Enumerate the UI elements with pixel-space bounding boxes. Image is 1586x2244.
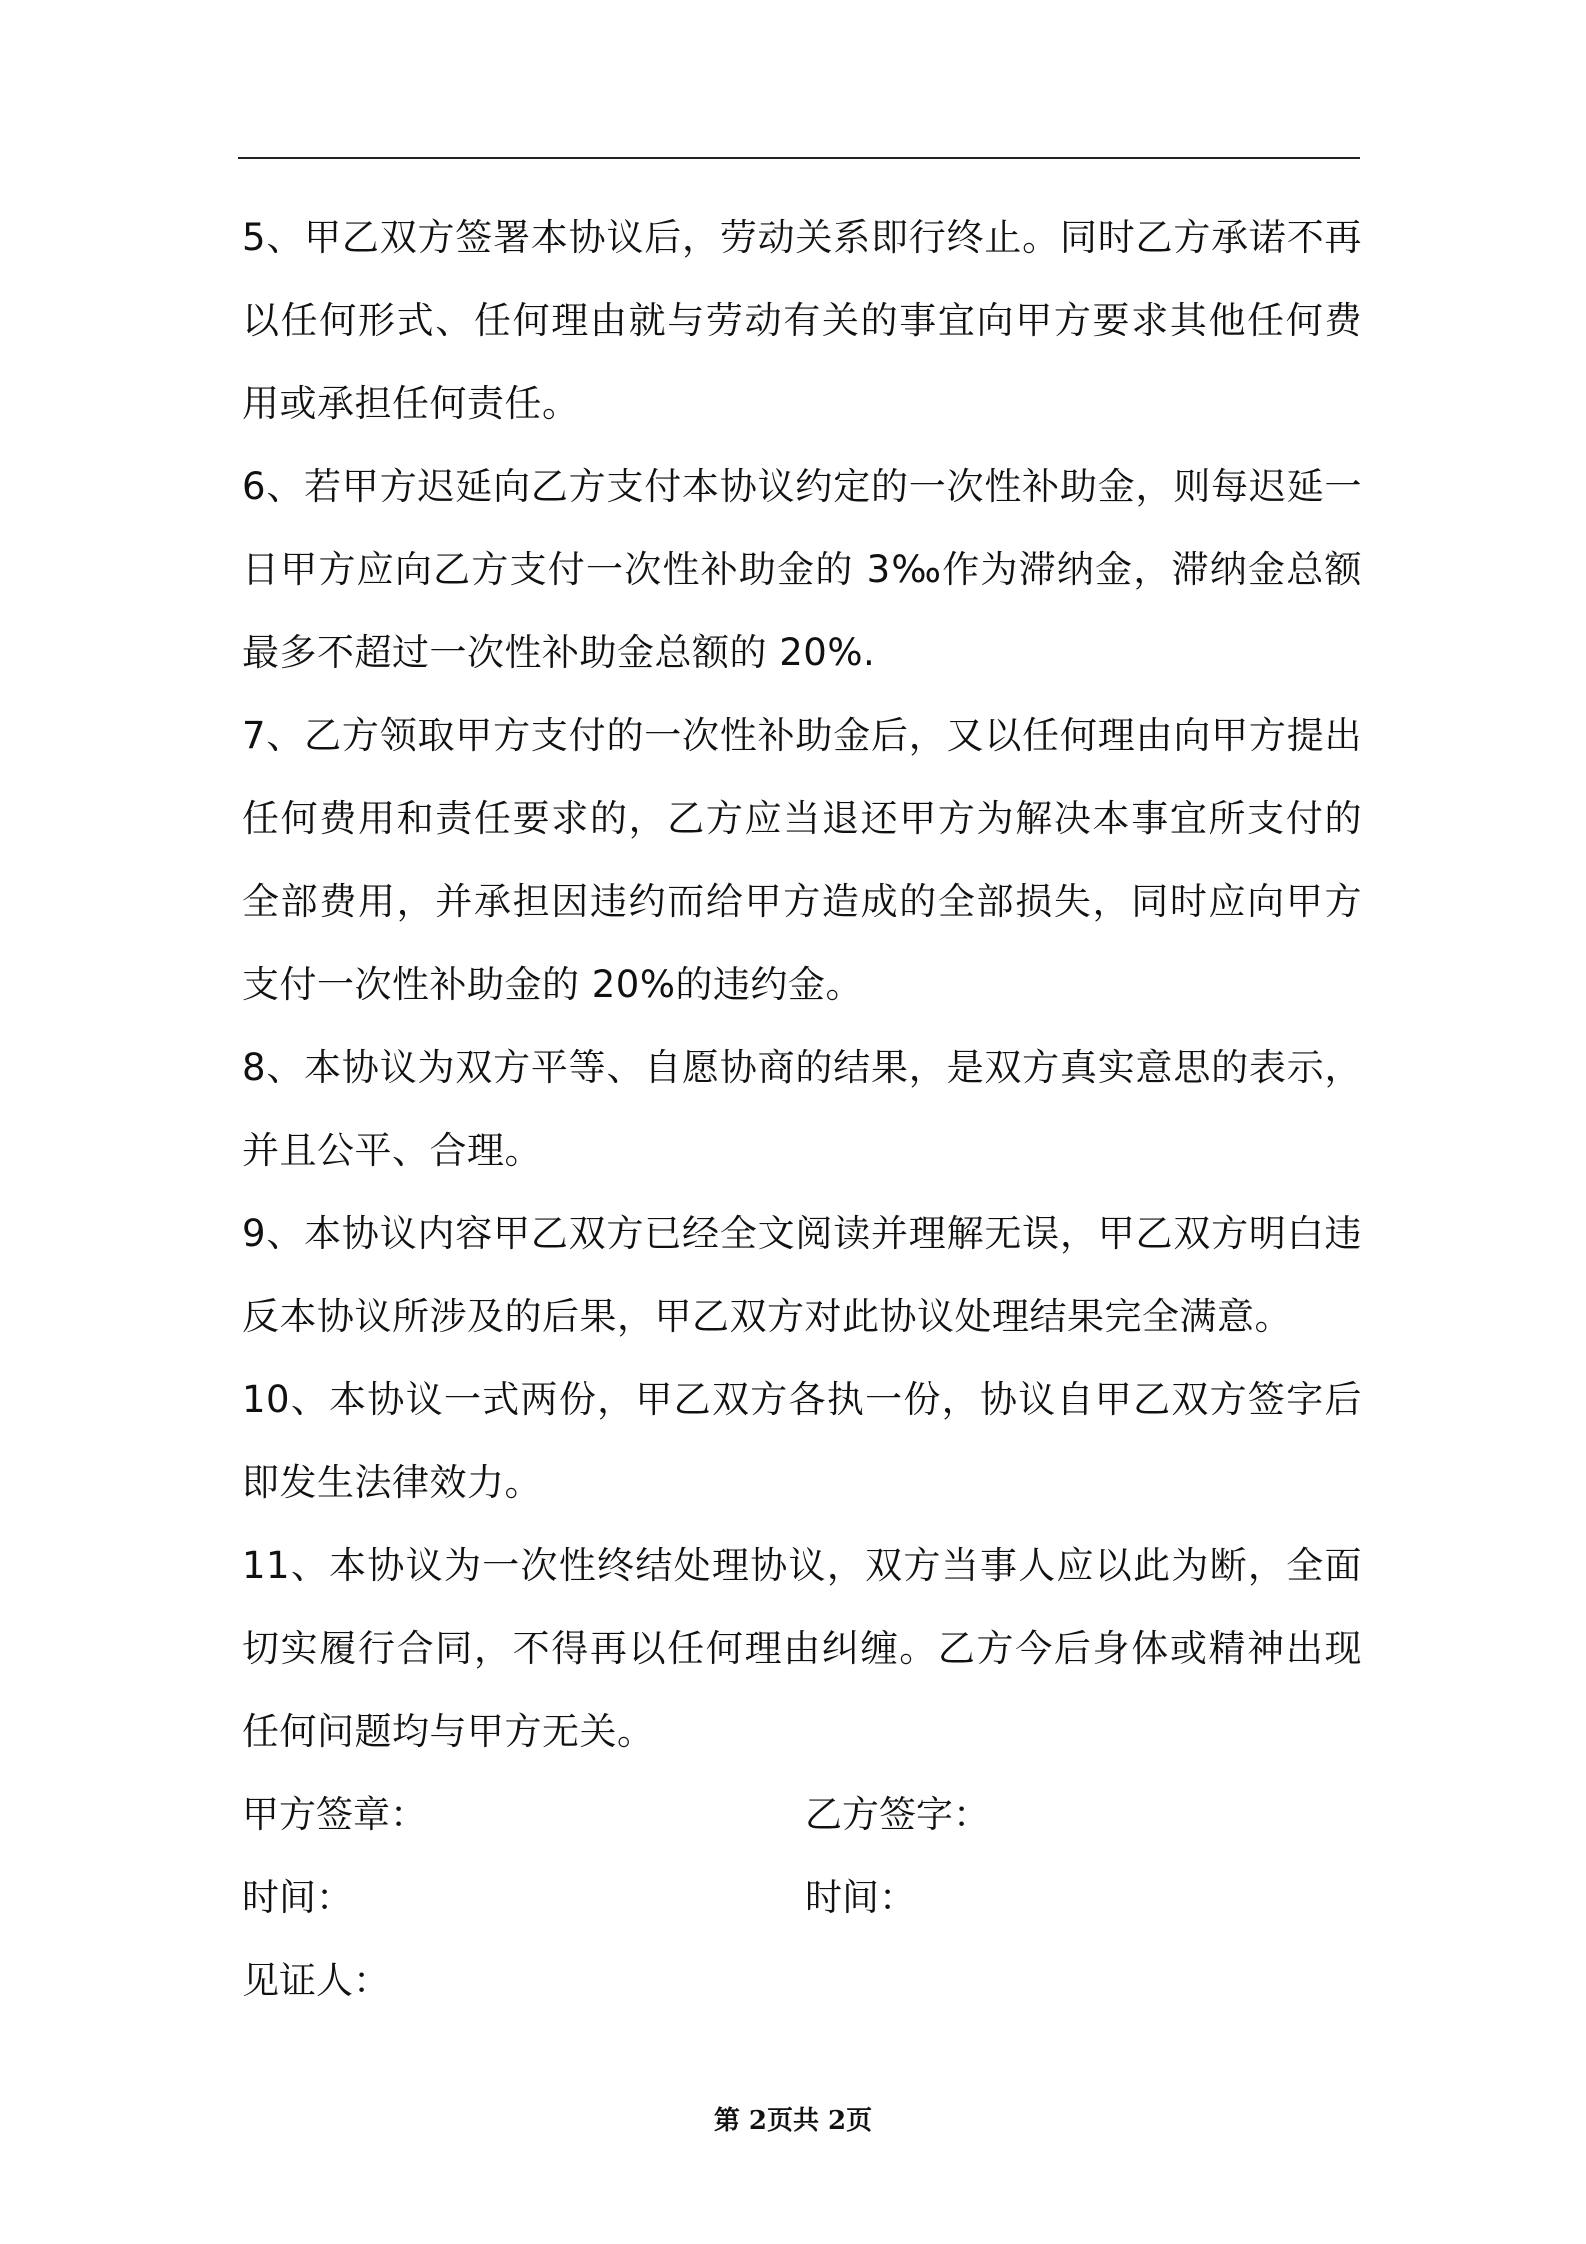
clause-10: 10、本协议一式两份，甲乙双方各执一份，协议自甲乙双方签字后即发生法律效力。 (242, 1378, 1362, 1504)
party-b-sign-label: 乙方签字： (805, 1793, 990, 1836)
clause-8: 8、本协议为双方平等、自愿协商的结果，是双方真实意思的表示，并且公平、合理。 (242, 1046, 1362, 1172)
clause-11: 11、本协议为一次性终结处理协议，双方当事人应以此为断，全面切实履行合同，不得再以任何理由纠缠。乙方今后身体或精神出现任何问题均与甲方无关。 (242, 1544, 1362, 1753)
header-rule (238, 157, 1360, 159)
page-number: 第 2页共 2页 (713, 2106, 873, 2136)
clause-9: 9、本协议内容甲乙双方已经全文阅读并理解无误，甲乙双方明白违反本协议所涉及的后果，甲乙双方对此协议处理结果完全满意。 (242, 1212, 1362, 1338)
party-b-time-label: 时间： (805, 1876, 916, 1919)
party-a-time-label: 时间： (242, 1876, 353, 1919)
clause-5: 5、甲乙双方签署本协议后，劳动关系即行终止。同时乙方承诺不再以任何形式、任何理由就与劳动有关的事宜向甲方要求其他任何费用或承担任何责任。 (242, 216, 1362, 425)
date-row (242, 1856, 1362, 1939)
document-body (242, 196, 1362, 2022)
clause-7: 7、乙方领取甲方支付的一次性补助金后，又以任何理由向甲方提出任何费用和责任要求的，乙方应当退还甲方为解决本事宜所支付的全部费用，并承担因违约而给甲方造成的全部损失，同时应向甲方支付一次性补助金的 20%的违约金。 (242, 714, 1362, 1006)
witness-label: 见证人： (242, 1959, 390, 2002)
signature-row (242, 1773, 1362, 1856)
clause-6: 6、若甲方迟延向乙方支付本协议约定的一次性补助金，则每迟延一日甲方应向乙方支付一次性补助金的 3‰作为滞纳金，滞纳金总额最多不超过一次性补助金总额的 20%. (242, 465, 1362, 674)
witness-row (242, 1939, 1362, 2022)
party-a-seal-label: 甲方签章： (242, 1793, 427, 1836)
